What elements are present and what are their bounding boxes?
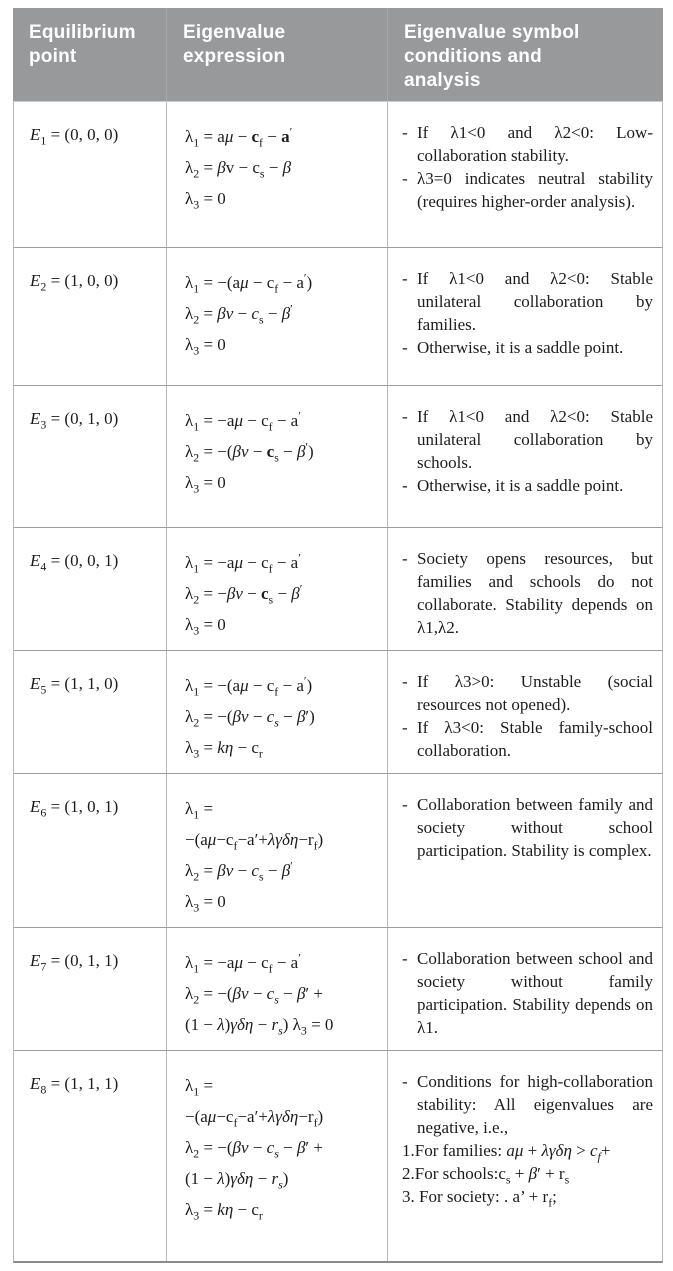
- eigenvalue-expression-cell: [167, 386, 388, 527]
- eigenvalue-line: $\lambda_3 = 0$: [185, 615, 226, 638]
- equilibrium-point-value: $E_5 = (1$, 1, 0): [30, 674, 119, 697]
- equilibrium-point-cell: [14, 248, 167, 385]
- analysis-text: Otherwise, it is a saddle point.: [417, 338, 624, 357]
- header-label: Equilibrium point: [29, 22, 136, 67]
- bullet-dash: -: [402, 718, 408, 737]
- eigenvalue-line: $\lambda_2 = -(\beta\nu - c_s - \beta'$ +: [185, 1138, 323, 1161]
- analysis-bullet-item: [402, 474, 653, 497]
- equilibrium-point-cell: [14, 386, 167, 527]
- bullet-dash: -: [402, 1072, 408, 1091]
- eigenvalue-line: $-(a\mu-c_f-a'+\lambda\gamma\delta\eta-r_f)$: [185, 830, 324, 853]
- table-row: [14, 386, 662, 528]
- eigenvalue-line: $\lambda_1 = a\mu - c_f - a'$: [185, 124, 293, 150]
- analysis-text: 1.For families: $a\mu + \lambda\gamma\delta\eta > c_f+$: [402, 1141, 611, 1164]
- analysis-cell: [388, 528, 662, 650]
- bullet-dash: -: [402, 169, 408, 188]
- analysis-text: If λ3<0: Stable family-school collaboration.: [417, 718, 653, 760]
- analysis-bullet-item: [402, 267, 653, 336]
- bullet-dash: -: [402, 338, 408, 357]
- analysis-text: λ3=0 indicates neutral stability (requires higher-order analysis).: [417, 169, 653, 211]
- eigenvalue-line: $\lambda_1 = -(a\mu - c_f - a')$: [185, 270, 313, 296]
- eigenvalue-expression-cell: [167, 1051, 388, 1261]
- bullet-dash: -: [402, 549, 408, 568]
- header-label: Eigenvalue symbol conditions and analysis: [404, 22, 580, 91]
- analysis-bullet-item: [402, 793, 653, 862]
- analysis-text: If λ1<0 and λ2<0: Low-collaboration stability.: [417, 123, 653, 165]
- table-row: [14, 102, 662, 248]
- analysis-numbered-item: [402, 1162, 653, 1185]
- eigenvalue-line: $\lambda_2 = -(\beta\nu - c_s - \beta')$: [185, 439, 314, 465]
- equilibrium-point-value: $E_3 = (0$, 1, 0): [30, 409, 119, 432]
- bullet-dash: -: [402, 269, 408, 288]
- analysis-bullet-item: [402, 547, 653, 639]
- equilibrium-point-value: $E_1 = (0$, 0, 0): [30, 125, 119, 148]
- analysis-cell: [388, 1051, 662, 1261]
- eigenvalue-expression-cell: [167, 248, 388, 385]
- equilibrium-point-cell: [14, 651, 167, 773]
- table-row: [14, 1051, 662, 1261]
- header-label: Eigenvalue expression: [183, 22, 286, 67]
- eigenvalue-expression-cell: [167, 528, 388, 650]
- eigenvalue-line: $(1 - \lambda)\gamma\delta\eta - r_s$): [185, 1169, 289, 1192]
- equilibrium-point-cell: [14, 928, 167, 1050]
- eigenvalue-line: $\lambda_3 = 0$: [185, 335, 226, 358]
- eigenvalue-expression-cell: [167, 102, 388, 247]
- analysis-text: Conditions for high-collaboration stability: All eigenvalues are negative, i.e.,: [417, 1072, 653, 1137]
- eigenvalue-line: $-(a\mu-c_f-a'+\lambda\gamma\delta\eta-r_f)$: [185, 1107, 324, 1130]
- eigenvalue-line: $(1 - \lambda)\gamma\delta\eta - r_s$) $\lambda_3 = 0$: [185, 1015, 334, 1038]
- eigenvalue-line: $\lambda_1$ =: [185, 1076, 214, 1099]
- eigenvalue-expression-cell: [167, 928, 388, 1050]
- analysis-bullet-item: [402, 1070, 653, 1139]
- table-row: [14, 774, 662, 928]
- eigenvalue-expression-cell: [167, 651, 388, 773]
- table-header: [13, 8, 663, 101]
- eigenvalue-line: $\lambda_2 = -(\beta\nu - c_s - \beta'$ +: [185, 984, 323, 1007]
- equilibrium-point-value: $E_2 = (1$, 0, 0): [30, 271, 119, 294]
- analysis-text: 2.For $schools:c_s + \beta' + r_s$: [402, 1164, 570, 1187]
- equilibrium-point-cell: [14, 774, 167, 927]
- equilibrium-point-value: $E_6 = (1$, 0, 1): [30, 797, 119, 820]
- analysis-bullet-item: [402, 336, 653, 359]
- analysis-text: Collaboration between school and society without family participation. Stability depends on λ1.: [417, 949, 653, 1037]
- bullet-dash: -: [402, 407, 408, 426]
- analysis-numbered-item: [402, 1139, 653, 1162]
- equilibrium-point-cell: [14, 528, 167, 650]
- analysis-cell: [388, 102, 662, 247]
- eigenvalue-line: $\lambda_2 = \beta\nu - c_s - \beta'$: [185, 301, 293, 327]
- header-cell-equilibrium-point: [13, 8, 167, 101]
- eigenvalue-line: $\lambda_3 = 0$: [185, 473, 226, 496]
- table-row: [14, 528, 662, 651]
- analysis-bullet-item: [402, 670, 653, 716]
- analysis-cell: [388, 651, 662, 773]
- eigenvalue-expression-cell: [167, 774, 388, 927]
- analysis-text: If λ1<0 and λ2<0: Stable unilateral collaboration by families.: [417, 269, 653, 334]
- eigenvalue-line: $\lambda_3 = k\eta - c_r$: [185, 738, 263, 761]
- eigenvalue-line: $\lambda_3 = 0$: [185, 892, 226, 915]
- analysis-bullet-item: [402, 167, 653, 213]
- bullet-dash: -: [402, 795, 408, 814]
- bullet-dash: -: [402, 672, 408, 691]
- analysis-numbered-item: [402, 1185, 653, 1208]
- analysis-text: Society opens resources, but families and schools do not collaborate. Stability depends on λ1,λ2.: [417, 549, 653, 637]
- header-cell-eigenvalue-expression: [167, 8, 388, 101]
- table-row: [14, 928, 662, 1051]
- bullet-dash: -: [402, 123, 408, 142]
- eigenvalue-line: $\lambda_2 = \beta\nu - c_s - \beta'$: [185, 858, 293, 884]
- eigenvalue-line: $\lambda_1 = -a\mu - c_f - a'$: [185, 550, 301, 576]
- equilibrium-point-cell: [14, 1051, 167, 1261]
- equilibrium-point-value: $E_8 = (1$, 1, 1): [30, 1074, 119, 1097]
- analysis-bullet-item: [402, 121, 653, 167]
- analysis-cell: [388, 386, 662, 527]
- eigenvalue-line: $\lambda_1 = -a\mu - c_f - a'$: [185, 408, 301, 434]
- table-row: [14, 651, 662, 774]
- bullet-dash: -: [402, 949, 408, 968]
- eigenvalue-line: $\lambda_2 = -\beta\nu - c_s - \beta'$: [185, 581, 303, 607]
- analysis-text: If λ3>0: Unstable (social resources not opened).: [417, 672, 653, 714]
- eigenvalue-line: $\lambda_3 = k\eta - c_r$: [185, 1200, 263, 1223]
- analysis-text: Otherwise, it is a saddle point.: [417, 476, 624, 495]
- analysis-text: Collaboration between family and society without school participation. Stability is complex.: [417, 795, 653, 860]
- eigenvalue-line: $\lambda_1 = -(a\mu - c_f - a')$: [185, 673, 313, 699]
- analysis-cell: [388, 774, 662, 927]
- equilibrium-point-value: $E_7 = (0$, 1, 1): [30, 951, 119, 974]
- table-row: [14, 248, 662, 386]
- analysis-text: If λ1<0 and λ2<0: Stable unilateral collaboration by schools.: [417, 407, 653, 472]
- table-body: [13, 101, 663, 1263]
- analysis-bullet-item: [402, 716, 653, 762]
- analysis-cell: [388, 928, 662, 1050]
- analysis-bullet-item: [402, 405, 653, 474]
- analysis-bullet-item: [402, 947, 653, 1039]
- equilibrium-point-cell: [14, 102, 167, 247]
- eigenvalue-line: $\lambda_1 = -a\mu - c_f - a'$: [185, 950, 301, 976]
- eigenvalue-line: $\lambda_3 = 0$: [185, 189, 226, 212]
- eigenvalue-line: $\lambda_2 = \beta v - c_s - \beta$: [185, 158, 292, 181]
- equilibrium-table: [13, 8, 663, 1263]
- analysis-cell: [388, 248, 662, 385]
- analysis-text: 3. For society: . a’ + $r_f$;: [402, 1187, 557, 1210]
- bullet-dash: -: [402, 476, 408, 495]
- header-cell-conditions-analysis: [388, 8, 663, 101]
- eigenvalue-line: $\lambda_2 = -(\beta\nu - c_s - \beta')$: [185, 707, 315, 730]
- equilibrium-point-value: $E_4 = (0$, 0, 1): [30, 551, 119, 574]
- eigenvalue-line: $\lambda_1$ =: [185, 799, 214, 822]
